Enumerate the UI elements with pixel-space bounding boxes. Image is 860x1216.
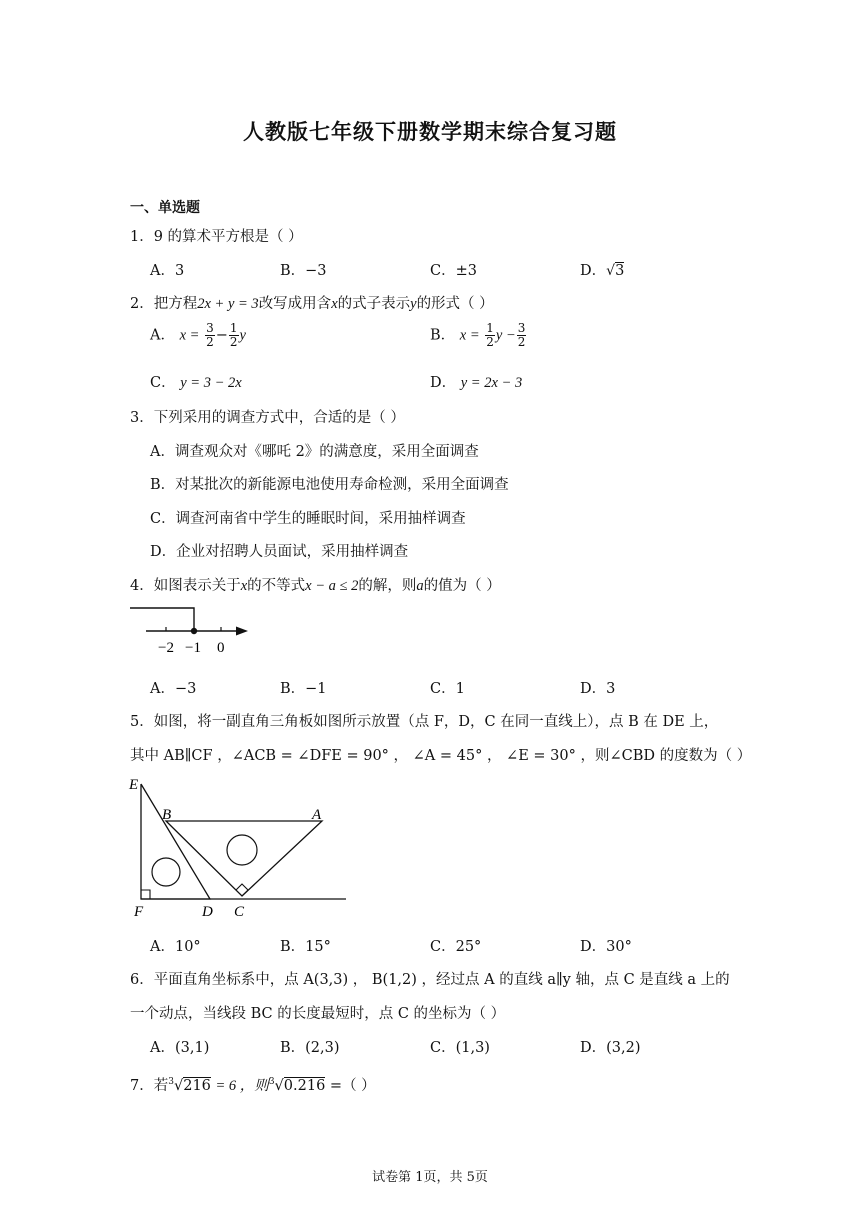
- q5-option-a: A．10°: [150, 939, 201, 955]
- q1-option-c: C．±3: [430, 263, 477, 279]
- q4-option-b: B．−1: [280, 681, 327, 697]
- q6-option-c: C．(1,3): [430, 1040, 490, 1056]
- number-line-figure: [128, 602, 258, 656]
- page-title: 人教版七年级下册数学期末综合复习题: [243, 120, 617, 144]
- point-label-f: F: [134, 904, 144, 920]
- q4-option-d: D．3: [580, 681, 616, 697]
- solid-point-marker: [191, 628, 197, 634]
- triangle-figure: [128, 772, 350, 920]
- q3-option-d: D．企业对招聘人员面试，采用抽样调查: [150, 544, 409, 560]
- q3-stem: 3．下列采用的调查方式中，合适的是（ ）: [130, 410, 405, 426]
- q4-stem: 4．如图表示关于x的不等式x − a ≤ 2的解，则a的值为（ ）: [130, 578, 501, 594]
- q7-stem: 7．若$^3$√216 = 6 ，则$^3$√0.216 =（ ）: [130, 1077, 376, 1094]
- point-label-d: D: [202, 904, 213, 920]
- section-heading: 一、单选题: [130, 200, 200, 216]
- q3-option-b: B．对某批次的新能源电池使用寿命检测，采用全面调查: [150, 477, 509, 493]
- cube-root-sign: √: [274, 1078, 284, 1094]
- q6-option-d: D．(3,2): [580, 1040, 641, 1056]
- q1-stem: 1．9 的算术平方根是（ ）: [130, 229, 303, 245]
- q6-option-b: B．(2,3): [280, 1040, 340, 1056]
- q4-option-c: C．1: [430, 681, 465, 697]
- q5-option-c: C．25°: [430, 939, 482, 955]
- q6-option-a: A．(3,1): [150, 1040, 210, 1056]
- point-label-e: E: [129, 777, 139, 793]
- q2-option-b: B． x = $\frac{1}{2}$ y − $\frac{3}{2}$: [430, 321, 526, 349]
- tick-label: −2: [158, 640, 174, 656]
- q6-stem-line2: 一个动点，当线段 BC 的长度最短时，点 C 的坐标为（ ）: [130, 1006, 506, 1022]
- tick-label: 0: [217, 640, 225, 656]
- q2-option-d: D． y = 2x − 3: [430, 375, 523, 391]
- q5-option-b: B．15°: [280, 939, 331, 955]
- tick-label: −1: [185, 640, 201, 656]
- q1-option-d: D．√3: [580, 263, 625, 279]
- q3-option-a: A．调查观众对《哪吒 2》的满意度，采用全面调查: [150, 444, 479, 460]
- cube-root-sign: √: [173, 1078, 184, 1094]
- q2-option-a: A． x = $\frac{3}{2}$ − $\frac{1}{2}$ y: [150, 321, 246, 349]
- q1-option-a: A．3: [150, 263, 185, 279]
- q5-stem-line2: 其中 AB∥CF ，∠ACB = ∠DFE = 90° ， ∠A = 45° ， ∠E = 30° ，则∠CBD 的度数为（ ）: [130, 748, 752, 764]
- q3-option-c: C．调查河南省中学生的睡眠时间，采用抽样调查: [150, 511, 466, 527]
- q5-stem-line1: 5．如图，将一副直角三角板如图所示放置（点 F，D，C 在同一直线上），点 B 在 DE 上，: [130, 714, 719, 730]
- point-label-b: B: [162, 807, 172, 823]
- page-footer: 试卷第 1页，共 5页: [372, 1170, 488, 1185]
- q6-stem-line1: 6．平面直角坐标系中，点 A(3,3) ， B(1,2) ，经过点 A 的直线 a∥y 轴，点 C 是直线 a 上的: [130, 972, 730, 988]
- point-label-c: C: [234, 904, 245, 920]
- q4-option-a: A．−3: [150, 681, 197, 697]
- q1-option-b: B．−3: [280, 263, 327, 279]
- q2-option-c: C． y = 3 − 2x: [150, 375, 242, 391]
- q5-option-d: D．30°: [580, 939, 632, 955]
- sqrt-sign: √: [606, 263, 616, 279]
- q2-stem: 2．把方程2x + y = 3改写成用含x的式子表示y的形式（ ）: [130, 296, 494, 312]
- point-label-a: A: [312, 807, 322, 823]
